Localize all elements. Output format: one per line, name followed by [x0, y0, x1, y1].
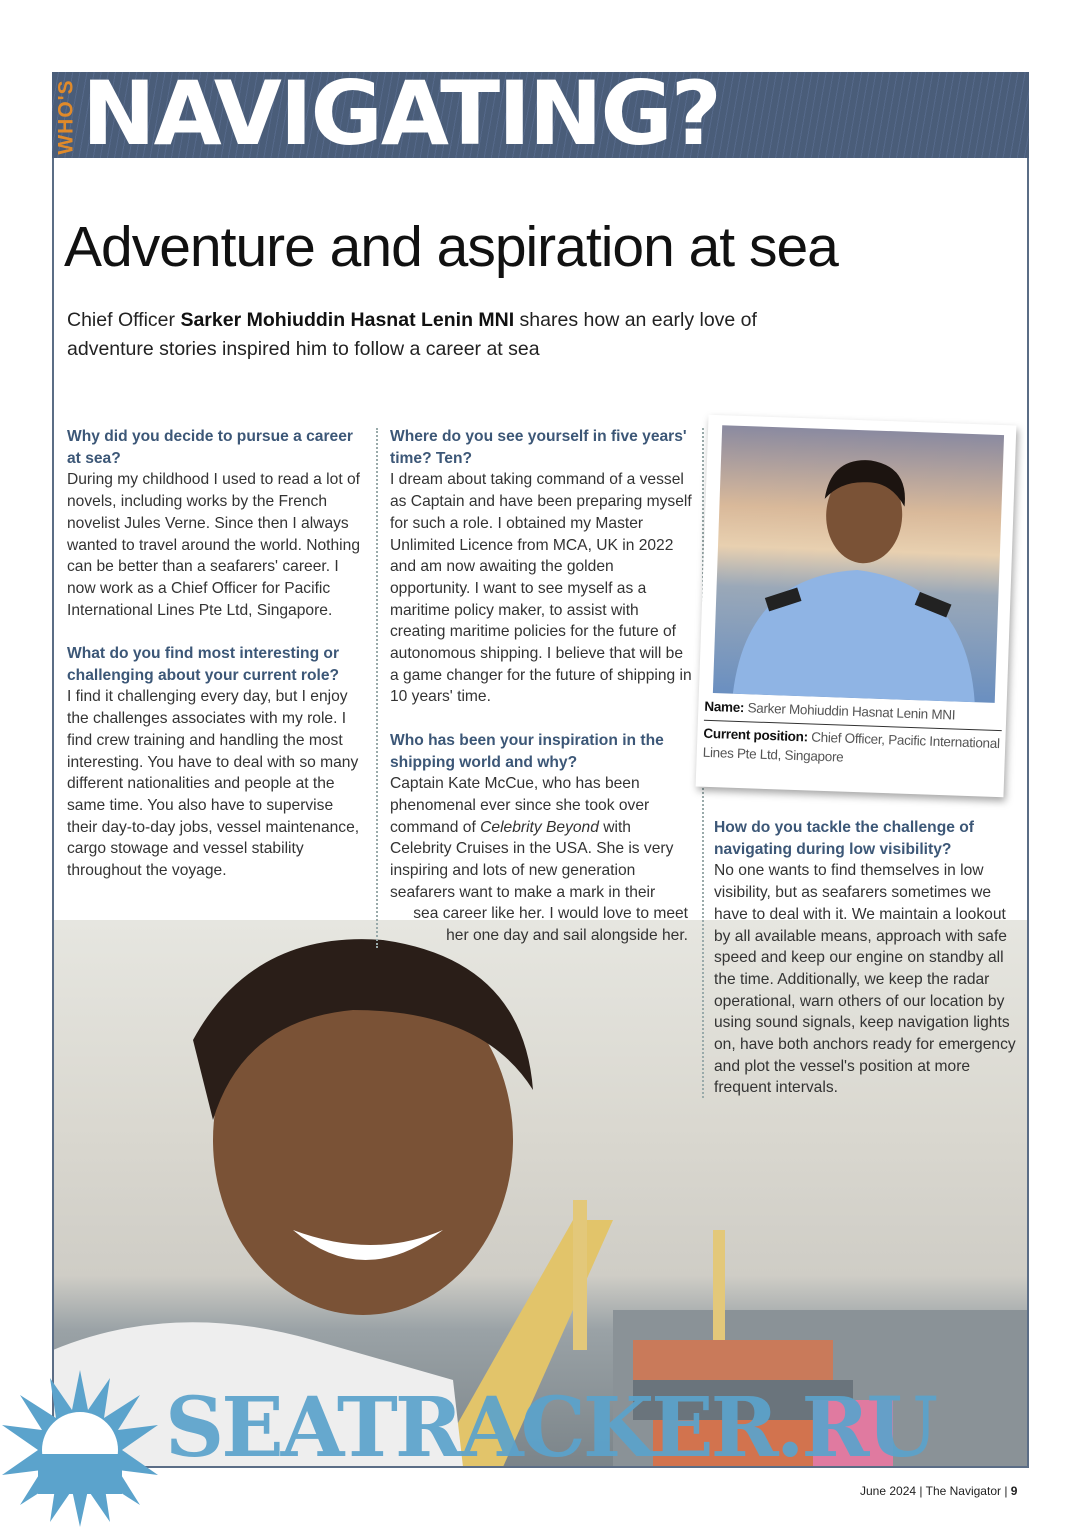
answer: No one wants to find themselves in low visibility, but as seafarers sometimes we have to deal with it. We maintain a lookout by all available means, approach with safe speed and keep our engine on standby all the time. Additionally, we keep the radar operational, warn others of our location by using sound signals, keep navigation lights on, have both anchors ready for emergency and plot the vessel's position at more frequent intervals. — [714, 862, 1016, 1097]
answer-text: Captain Kate McCue, who has been phenomenal ever since she took over command of — [390, 775, 650, 836]
name-label: Name: — [704, 698, 745, 716]
question: Who has been your inspiration in the shipping world and why? — [390, 731, 664, 771]
column-3 — [714, 817, 1019, 1121]
sun-logo-icon — [0, 1370, 160, 1527]
question: How do you tackle the challenge of navigating during low visibility? — [714, 819, 974, 858]
page-footer — [860, 1484, 1017, 1498]
profile-card — [696, 415, 1017, 798]
answer: I dream about taking command of a vessel as Captain and have been preparing myself for such a role. I obtained my Master Unlimited Licence from MCA, UK in 2022 and am now awaiting the golden opportunity. I want to see myself as a maritime policy maker, to assist with creating maritime policies for the future of autonomous shipping. I believe that will be a game changer for the future of shipping in 10 years' time. — [390, 471, 692, 706]
position-value: Chief Officer, Pacific International Lines Pte Ltd, Singapore — [702, 729, 1000, 765]
profile-caption — [702, 697, 1002, 772]
column-1 — [67, 426, 367, 903]
question: Why did you decide to pursue a career at sea? — [67, 428, 353, 467]
answer — [390, 773, 692, 903]
section-title: NAVIGATING? — [82, 62, 720, 165]
answer-text: her one day and sail alongside her. — [446, 927, 688, 945]
page-number: 9 — [1010, 1484, 1018, 1498]
column-divider — [376, 428, 378, 948]
position-label: Current position: — [703, 725, 809, 745]
watermark: SEATRACKER.RU — [165, 1380, 936, 1476]
answer: I find it challenging every day, but I enjoy the challenges associates with my role. I find crew training and handling the most interesting. You have to deal with so many different nationalities and people at the same time. You also have to supervise their day-to-day jobs, vessel maintenance, cargo stowage and vessel stability throughout the voyage. — [67, 688, 360, 880]
standfirst — [67, 306, 807, 364]
headline: Adventure and aspiration at sea — [64, 215, 838, 279]
answer-text: with Celebrity Cruises in the USA. She is very inspiring and lots of new generation seafarers want to make a mark in their — [390, 818, 674, 901]
name-value: Sarker Mohiuddin Hasnat Lenin MNI — [747, 700, 956, 723]
answer-text: sea career like her. I would love to meet — [413, 905, 688, 923]
portrait-photo — [713, 425, 1004, 703]
profile-position — [702, 724, 1001, 772]
standfirst-pre: Chief Officer — [67, 309, 181, 331]
section-kicker — [54, 78, 80, 156]
standfirst-name: Sarker Mohiuddin Hasnat Lenin MNI — [180, 309, 515, 331]
footer-text: June 2024 | The Navigator | — [860, 1484, 1011, 1498]
standfirst-post: shares how an early love of adventure stories inspired him to follow a career at sea — [67, 309, 757, 360]
answer: During my childhood I used to read a lot of novels, including works by the French novelist Jules Verne. Since then I always wanted to travel around the world. Nothing can be better than a seafarers' career. I now work as a Chief Officer for Pacific International Lines Pte Ltd, Singapore. — [67, 471, 360, 619]
ship-name: Celebrity Beyond — [480, 818, 599, 836]
question: What do you find most interesting or challenging about your current role? — [67, 645, 340, 684]
portrait-illustration — [713, 425, 1004, 703]
kicker-text: WHO'S — [55, 79, 79, 155]
column-2 — [390, 426, 692, 947]
question: Where do you see yourself in five years' time? Ten? — [390, 428, 687, 467]
